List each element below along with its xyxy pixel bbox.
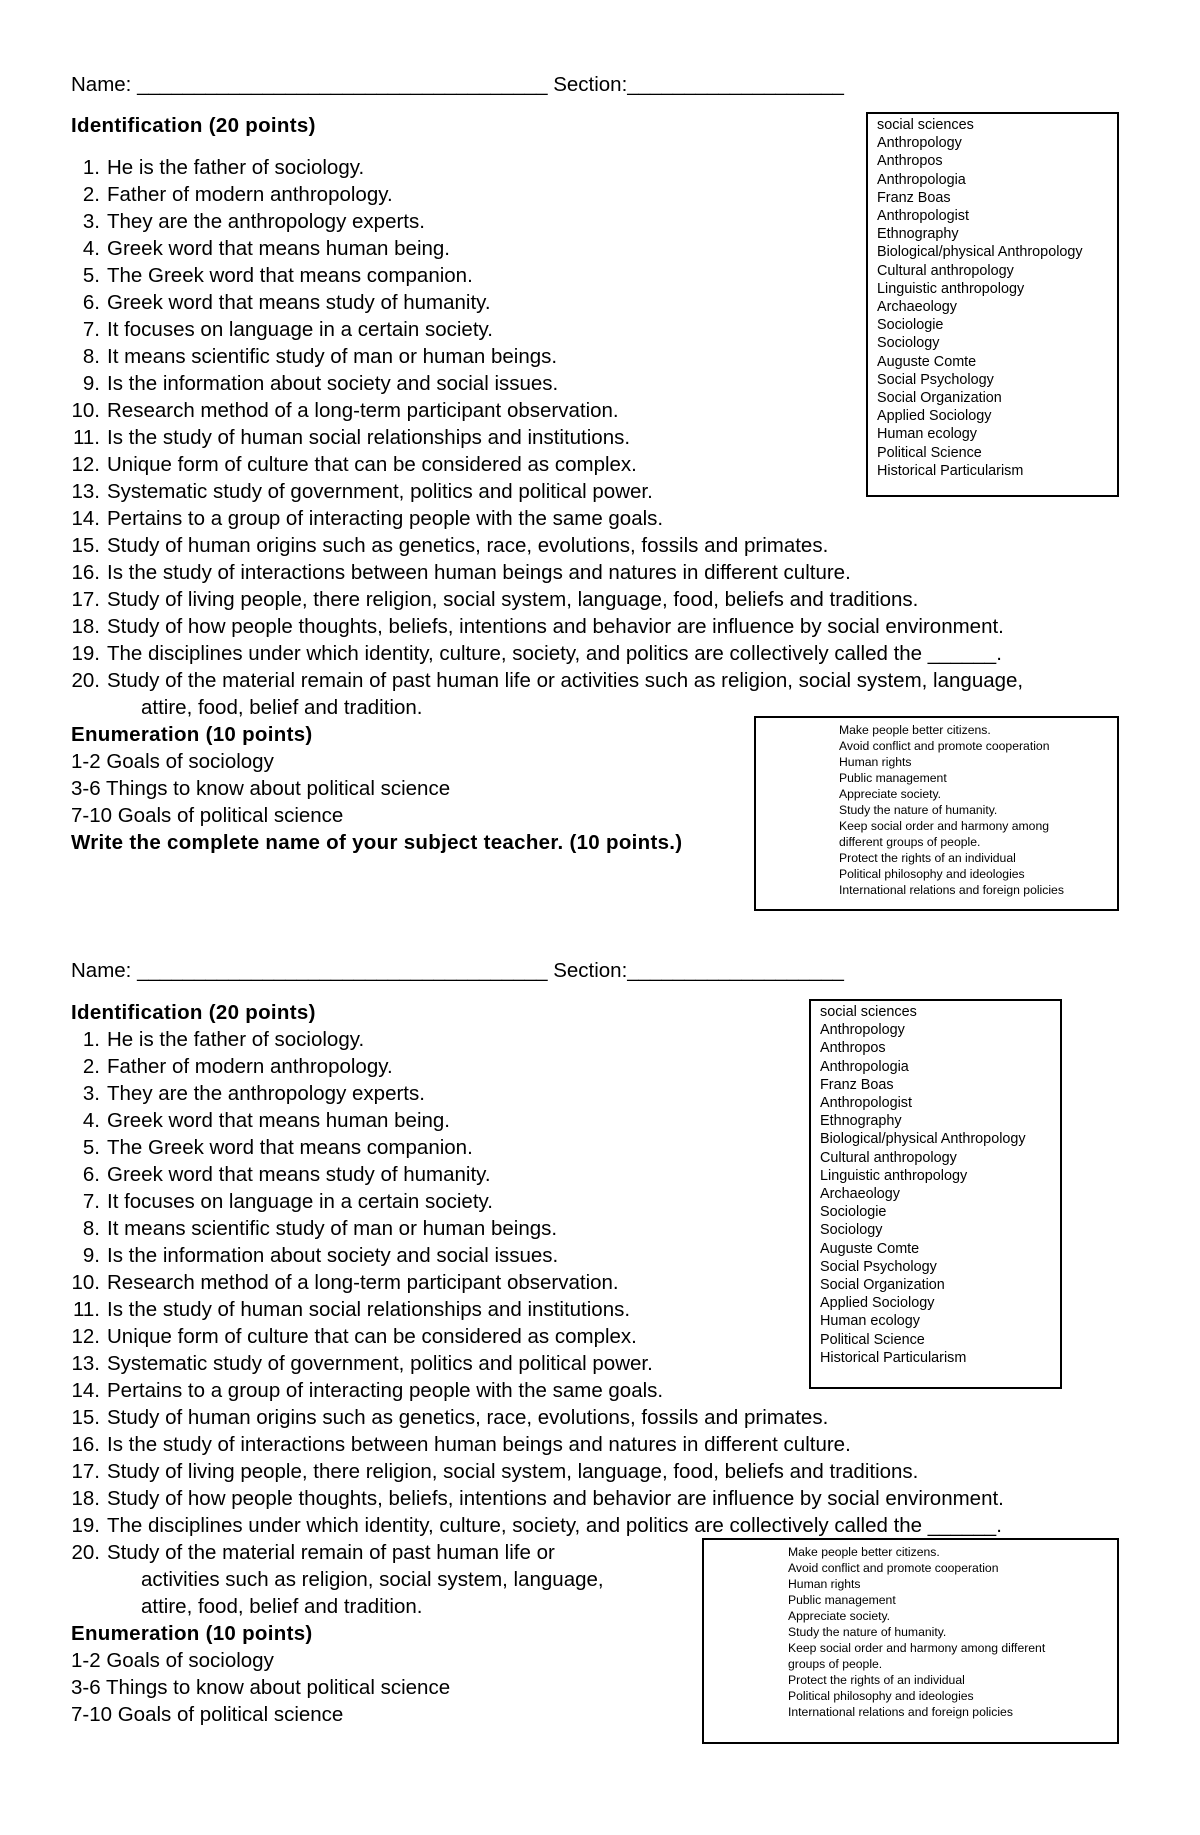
enumeration-item: 7-10 Goals of political science (71, 1703, 344, 1726)
question-item: 19. The disciplines under which identity, culture, society, and politics are collectively called the ______. (71, 642, 1002, 665)
word-bank-box (809, 999, 1062, 1389)
question-item: 5. The Greek word that means companion. (82, 1136, 473, 1159)
question-item: 8. It means scientific study of man or human beings. (82, 345, 558, 368)
question-item: 15. Study of human origins such as genetics, race, evolutions, fossils and primates. (71, 1406, 829, 1429)
goals-bank-item: Study the nature of humanity. (839, 803, 998, 817)
question-item: 18. Study of how people thoughts, beliefs, intentions and behavior are influence by social environment. (71, 1487, 1004, 1510)
question-item: 5. The Greek word that means companion. (82, 264, 473, 287)
goals-bank-item: International relations and foreign policies (788, 1705, 1013, 1719)
question-item: 15. Study of human origins such as genetics, race, evolutions, fossils and primates. (71, 534, 829, 557)
question-20-continuation: activities such as religion, social system, language, (141, 1568, 604, 1591)
question-item: 10. Research method of a long-term participant observation. (71, 399, 619, 422)
question-item: 9. Is the information about society and social issues. (82, 372, 559, 395)
question-item: 14. Pertains to a group of interacting people with the same goals. (71, 1379, 664, 1402)
goals-bank-item: Political philosophy and ideologies (788, 1689, 974, 1703)
goals-bank-item: Political philosophy and ideologies (839, 867, 1025, 881)
question-item: 6. Greek word that means study of humanity. (82, 291, 491, 314)
question-item: 16. Is the study of interactions between human beings and natures in different culture. (71, 561, 851, 584)
question-item: 3. They are the anthropology experts. (82, 1082, 425, 1105)
enumeration-title: Enumeration (10 points) (71, 723, 313, 746)
word-bank-item: Anthropos (820, 1040, 886, 1057)
goals-bank-item: Protect the rights of an individual (839, 851, 1016, 865)
word-bank-list (820, 1003, 1060, 1367)
question-item: 7. It focuses on language in a certain society. (82, 1190, 493, 1213)
enumeration-item: 3-6 Things to know about political science (71, 777, 451, 800)
question-item: 4. Greek word that means human being. (82, 1109, 450, 1132)
word-bank-item: Archaeology (820, 1186, 900, 1203)
question-20-continuation: attire, food, belief and tradition. (141, 696, 423, 719)
word-bank-list (877, 116, 1117, 480)
question-item: 19. The disciplines under which identity, culture, society, and politics are collectively called the ______. (71, 1514, 1002, 1537)
goals-bank-item: Keep social order and harmony among different (788, 1641, 1046, 1655)
word-bank-item: Anthropology (877, 135, 962, 152)
question-item: 18. Study of how people thoughts, beliefs, intentions and behavior are influence by social environment. (71, 615, 1004, 638)
goals-bank-list (839, 722, 1117, 898)
word-bank-item: Sociology (877, 335, 940, 352)
goals-bank-item: Public management (788, 1593, 896, 1607)
goals-bank-item: groups of people. (788, 1657, 883, 1671)
question-item: 17. Study of living people, there religion, social system, language, food, beliefs and traditions. (71, 588, 919, 611)
word-bank-item: Franz Boas (820, 1076, 894, 1093)
goals-bank-box (702, 1538, 1119, 1744)
word-bank-item: social sciences (877, 117, 974, 133)
word-bank-item: Linguistic anthropology (877, 280, 1025, 297)
question-item: 4. Greek word that means human being. (82, 237, 450, 260)
question-item: 16. Is the study of interactions between human beings and natures in different culture. (71, 1433, 851, 1456)
enumeration-item: 1-2 Goals of sociology (71, 750, 274, 773)
word-bank-item: Ethnography (820, 1113, 902, 1130)
question-item: 9. Is the information about society and social issues. (82, 1244, 559, 1267)
question-item: 8. It means scientific study of man or human beings. (82, 1217, 558, 1240)
teacher-name-instruction: Write the complete name of your subject teacher. (10 points.) (71, 831, 683, 854)
word-bank-item: Human ecology (877, 426, 977, 443)
word-bank-box (866, 112, 1119, 497)
goals-bank-item: International relations and foreign policies (839, 883, 1064, 897)
word-bank-item: Anthropologist (877, 208, 970, 225)
question-item: 2. Father of modern anthropology. (82, 183, 393, 206)
name-section-line: Name: ____________________________________ Section:___________________ (71, 959, 844, 982)
enumeration-item: 3-6 Things to know about political science (71, 1676, 451, 1699)
question-item: 13. Systematic study of government, politics and political power. (71, 480, 653, 503)
question-20-continuation: attire, food, belief and tradition. (141, 1595, 423, 1618)
question-item: 14. Pertains to a group of interacting people with the same goals. (71, 507, 664, 530)
goals-bank-item: Make people better citizens. (839, 723, 991, 737)
goals-bank-item: Study the nature of humanity. (788, 1625, 947, 1639)
word-bank-item: Franz Boas (877, 189, 951, 206)
enumeration-item: 7-10 Goals of political science (71, 804, 344, 827)
goals-bank-item: Public management (839, 771, 947, 785)
word-bank-item: Historical Particularism (877, 462, 1024, 479)
word-bank-item: Cultural anthropology (820, 1149, 957, 1166)
goals-bank-item: different groups of people. (839, 835, 981, 849)
word-bank-item: Social Psychology (820, 1258, 937, 1275)
goals-bank-item: Make people better citizens. (788, 1545, 940, 1559)
word-bank-item: Auguste Comte (877, 353, 977, 370)
word-bank-item: Political Science (820, 1331, 925, 1348)
goals-bank-item: Human rights (788, 1577, 861, 1591)
word-bank-item: Sociology (820, 1222, 883, 1239)
word-bank-item: Anthropologia (877, 171, 966, 188)
question-item: 1. He is the father of sociology. (82, 156, 365, 179)
word-bank-item: Ethnography (877, 226, 959, 243)
identification-title: Identification (20 points) (71, 1001, 316, 1024)
question-item: 12. Unique form of culture that can be considered as complex. (71, 453, 637, 476)
enumeration-item: 1-2 Goals of sociology (71, 1649, 274, 1672)
word-bank-item: Political Science (877, 444, 982, 461)
question-item: 2. Father of modern anthropology. (82, 1055, 393, 1078)
word-bank-item: Social Psychology (877, 371, 994, 388)
enumeration-title: Enumeration (10 points) (71, 1622, 313, 1645)
word-bank-item: Linguistic anthropology (820, 1167, 968, 1184)
word-bank-item: Biological/physical Anthropology (877, 244, 1083, 261)
goals-bank-list (788, 1544, 1117, 1720)
question-item: 20. Study of the material remain of past human life or activities such as religion, social system, language, (71, 669, 1024, 692)
goals-bank-item: Appreciate society. (788, 1609, 891, 1623)
question-item: 13. Systematic study of government, politics and political power. (71, 1352, 653, 1375)
word-bank-item: Auguste Comte (820, 1240, 920, 1257)
word-bank-item: Anthropologist (820, 1095, 913, 1112)
word-bank-item: Cultural anthropology (877, 262, 1014, 279)
word-bank-item: Social Organization (820, 1277, 945, 1294)
question-item: 3. They are the anthropology experts. (82, 210, 425, 233)
question-item: 11. Is the study of human social relationships and institutions. (73, 1298, 631, 1321)
word-bank-item: Sociologie (820, 1204, 887, 1221)
word-bank-item: social sciences (820, 1004, 917, 1020)
word-bank-item: Anthropos (877, 153, 943, 170)
question-item: 12. Unique form of culture that can be considered as complex. (71, 1325, 637, 1348)
goals-bank-item: Human rights (839, 755, 912, 769)
word-bank-item: Anthropology (820, 1022, 905, 1039)
word-bank-item: Social Organization (877, 390, 1002, 407)
goals-bank-item: Keep social order and harmony among (839, 819, 1050, 833)
word-bank-item: Applied Sociology (820, 1295, 935, 1312)
goals-bank-item: Avoid conflict and promote cooperation (788, 1561, 999, 1575)
word-bank-item: Human ecology (820, 1313, 920, 1330)
word-bank-item: Anthropologia (820, 1058, 909, 1075)
identification-title: Identification (20 points) (71, 114, 316, 137)
question-item: 20. Study of the material remain of past human life or (71, 1541, 555, 1564)
goals-bank-item: Appreciate society. (839, 787, 942, 801)
goals-bank-box (754, 716, 1119, 911)
word-bank-item: Sociologie (877, 317, 944, 334)
word-bank-item: Archaeology (877, 299, 957, 316)
word-bank-item: Historical Particularism (820, 1349, 967, 1366)
question-item: 1. He is the father of sociology. (82, 1028, 365, 1051)
goals-bank-item: Protect the rights of an individual (788, 1673, 965, 1687)
question-item: 10. Research method of a long-term participant observation. (71, 1271, 619, 1294)
question-item: 11. Is the study of human social relationships and institutions. (73, 426, 631, 449)
question-item: 7. It focuses on language in a certain society. (82, 318, 493, 341)
question-item: 6. Greek word that means study of humanity. (82, 1163, 491, 1186)
question-item: 17. Study of living people, there religion, social system, language, food, beliefs and traditions. (71, 1460, 919, 1483)
word-bank-item: Biological/physical Anthropology (820, 1131, 1026, 1148)
name-section-line: Name: ____________________________________ Section:___________________ (71, 73, 844, 96)
word-bank-item: Applied Sociology (877, 408, 992, 425)
goals-bank-item: Avoid conflict and promote cooperation (839, 739, 1050, 753)
